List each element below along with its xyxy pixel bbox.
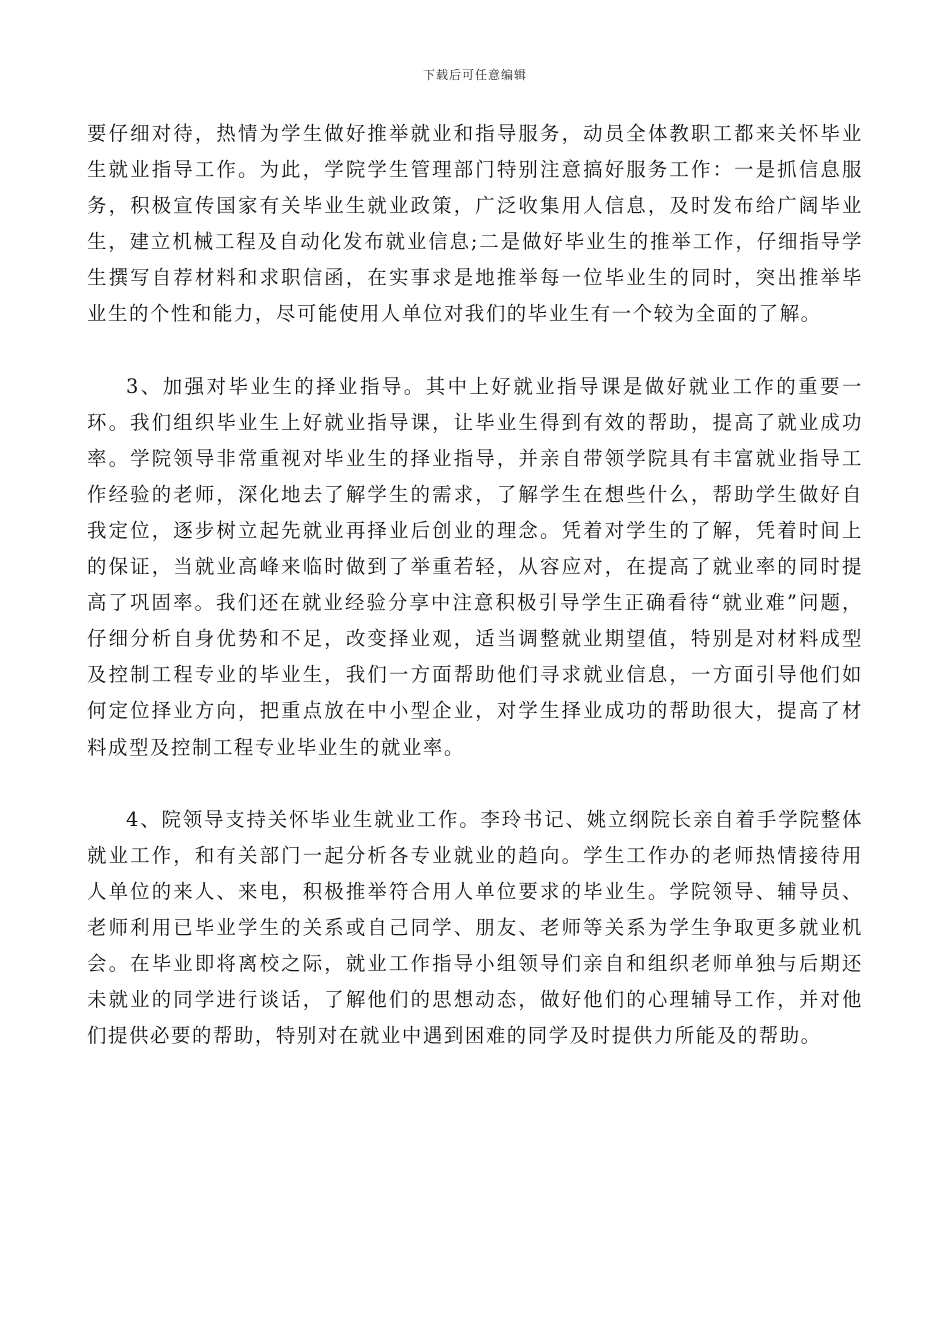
paragraph-item-3: 3、加强对毕业生的择业指导。其中上好就业指导课是做好就业工作的重要一环。我们组织毕业生上好就业指导课，让毕业生得到有效的帮助，提高了就业成功率。学院领导非常重视对毕业生的择业指导，并亲自带领学院具有丰富就业指导工作经验的老师，深化地去了解学生的需求，了解学生在想些什么，帮助学生做好自我定位，逐步树立起先就业再择业后创业的理念。凭着对学生的了解，凭着时间上的保证，当就业高峰来临时做到了举重若轻，从容应对，在提高了就业率的同时提高了巩固率。我们还在就业经验分享中注意积极引导学生正确看待“就业难”问题，仔细分析自身优势和不足，改变择业观，适当调整就业期望值，特别是对材料成型及控制工程专业的毕业生，我们一方面帮助他们寻求就业信息，一方面引导他们如何定位择业方向，把重点放在中小型企业，对学生择业成功的帮助很大，提高了材料成型及控制工程专业毕业生的就业率。 — [87, 374, 863, 759]
document-body — [87, 116, 863, 1054]
paragraph-spacer — [87, 333, 863, 369]
page-header: 下载后可任意编辑 — [422, 68, 527, 82]
paragraph-continuation: 要仔细对待，热情为学生做好推举就业和指导服务，动员全体教职工都来关怀毕业生就业指导工作。为此，学院学生管理部门特别注意搞好服务工作：一是抓信息服务，积极宣传国家有关毕业生就业政策，广泛收集用人信息，及时发布给广阔毕业生，建立机械工程及自动化发布就业信息;二是做好毕业生的推举工作，仔细指导学生撰写自荐材料和求职信函，在实事求是地推举每一位毕业生的同时，突出推举毕业生的个性和能力，尽可能使用人单位对我们的毕业生有一个较为全面的了解。 — [87, 122, 863, 326]
paragraph-item-4: 4、院领导支持关怀毕业生就业工作。李玲书记、姚立纲院长亲自着手学院整体就业工作，和有关部门一起分析各专业就业的趋向。学生工作办的老师热情接待用人单位的来人、来电，积极推举符合用人单位要求的毕业生。学院领导、辅导员、老师利用已毕业学生的关系或自己同学、朋友、老师等关系为学生争取更多就业机会。在毕业即将离校之际，就业工作指导小组领导们亲自和组织老师单独与后期还未就业的同学进行谈话，了解他们的思想动态，做好他们的心理辅导工作，并对他们提供必要的帮助，特别对在就业中遇到困难的同学及时提供力所能及的帮助。 — [87, 807, 863, 1048]
paragraph-spacer — [87, 766, 863, 802]
